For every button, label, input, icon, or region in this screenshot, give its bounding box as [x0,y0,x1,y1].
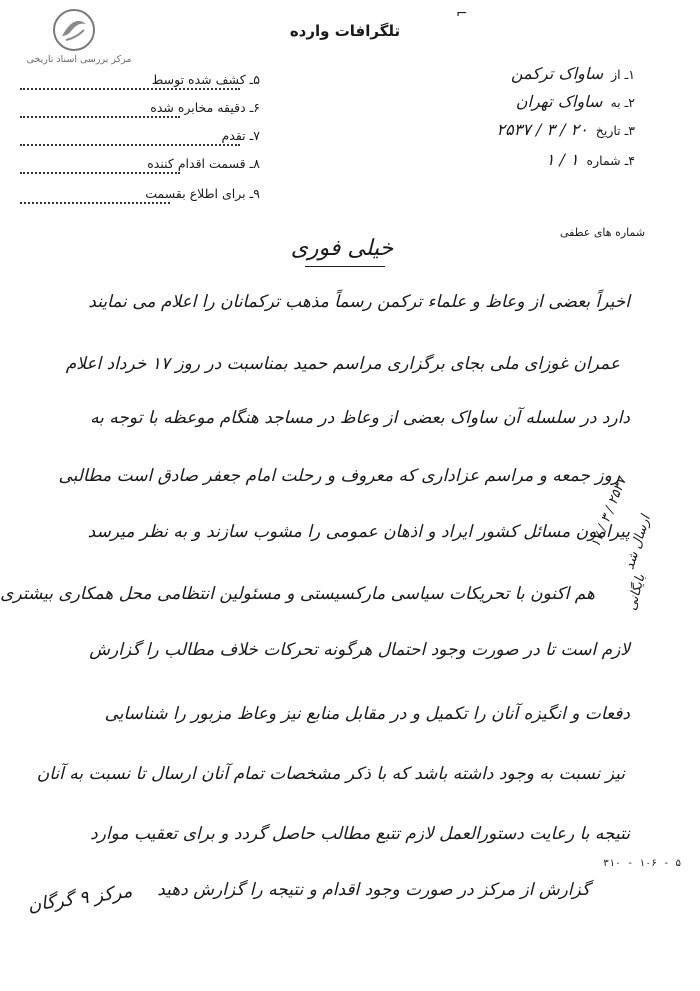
subject-underline [305,266,385,267]
margin-note-sent: ارسال شد [622,513,654,572]
field-transmission-minute: ۶ـ دقیقه مخابره شده [150,100,260,115]
margin-note-date: ۱۷ / ۳ / ۲۵۳۷ [588,475,630,550]
form-title: تلگرافات وارده [289,22,401,40]
archive-seal-icon [52,8,96,52]
watermark-logo [14,8,144,70]
field-decoded-by: ۵ـ کشف شده توسط [151,72,260,87]
field-for-information: ۹ـ برای اطلاع بقسمت [145,186,260,201]
field-from-value: ساواک ترکمن [510,64,604,83]
body-line-7: لازم است تا در صورت وجود احتمال هرگونه تحرکات خلاف مطالب را گزارش [89,640,630,660]
margin-note-archive: بایگانی [624,572,649,613]
body-line-8: دفعات و انگیزه آنان را تکمیل و در مقابل منابع نیز وعاظ مزبور را شناسایی [104,704,630,724]
body-line-10: نتیجه با رعایت دستورالعمل لازم تتبع مطالب حاصل گردد و برای تعقیب موارد [90,824,630,844]
corner-mark: ⌐ [456,6,468,22]
body-line-5: پیرامون مسائل کشور ایراد و اذهان عمومی را مشوب سازند و به نظر میرسد [87,522,630,542]
field-date-value: ۲۰ / ۳ / ۲۵۳۷ [496,120,588,139]
field-action-section: ۸ـ قسمت اقدام کننده [147,156,260,171]
field-date: ۳ـ تاریخ ۲۰ / ۳ / ۲۵۳۷ [496,120,635,139]
body-line-11: گزارش از مرکز در صورت وجود اقدام و نتیجه را گزارش دهید [157,880,590,900]
field-from: ۱ـ از ساواک ترکمن [510,64,635,83]
subject-heading: خیلی فوری [290,236,394,261]
body-line-2: عمران غوزای ملی بجای برگزاری مراسم حمید بمناسبت در روز ۱۷ خرداد اعلام [65,354,620,374]
reference-numbers-label: شماره های عطفی [560,226,646,239]
field-number-value: ۱ / ۱ [545,150,579,169]
body-line-1: اخیراً بعضی از وعاظ و علماء ترکمن رسماً مذهب ترکمانان را اعلام می نمایند [88,292,630,312]
body-line-9: نیز نسبت به وجود داشته باشد که با ذکر مشخصات تمام آنان ارسال تا نسبت به آنان [36,764,625,784]
body-line-3: دارد در سلسله آن ساواک بعضی از وعاظ در مساجد هنگام موعظه با توجه به [90,408,630,428]
body-line-4: روز جمعه و مراسم عزاداری که معروف و رحلت امام جعفر صادق است مطالبی [58,466,620,486]
watermark-text: مرکز بررسی اسناد تاریخی [26,54,132,65]
field-priority: ۷ـ تقدم [221,128,260,143]
field-to-value: ساواک تهران [515,92,603,111]
signature: مرکز ۹ گرگان [26,880,134,917]
field-number: ۴ـ شماره ۱ / ۱ [545,150,635,169]
body-line-6: هم اکنون با تحریکات سیاسی مارکسیستی و مسئولین انتظامی محل همکاری بیشتری [0,584,595,604]
field-to: ۲ـ به ساواک تهران [515,92,635,111]
stamp-number: ۳۱۰ - ۱۰۶ - ۵ [603,858,682,869]
